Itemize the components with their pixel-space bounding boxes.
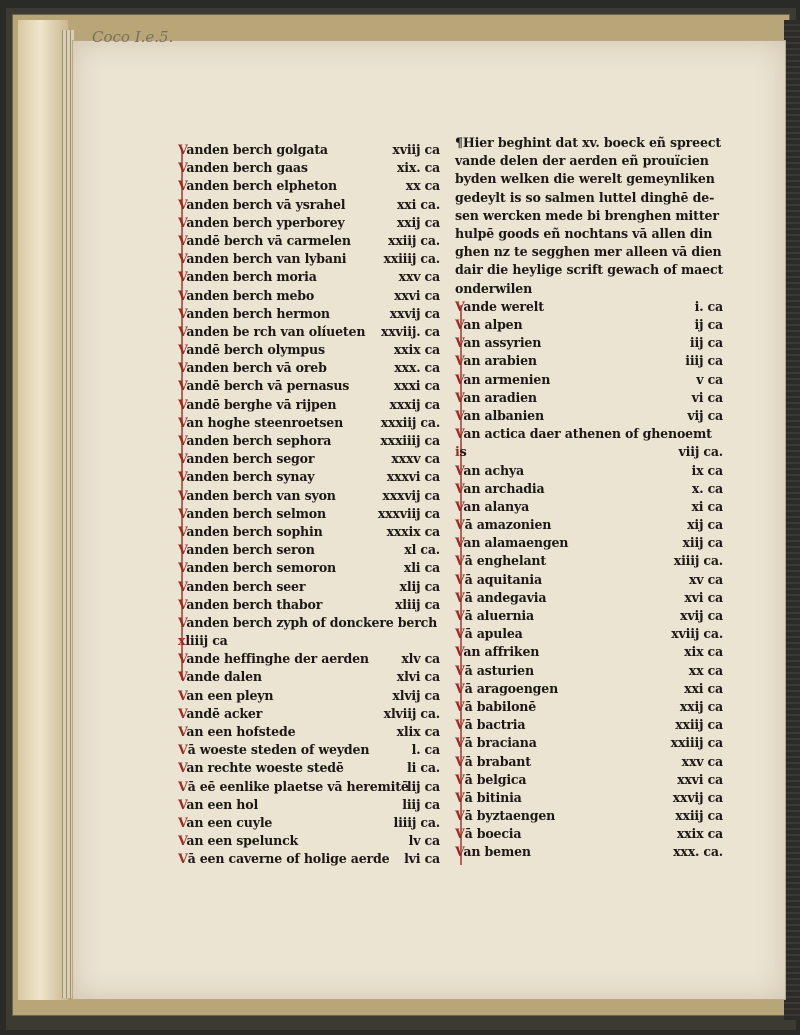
index-entry	[178, 450, 440, 468]
entry-chapter-number: xxix ca	[676, 826, 723, 842]
entry-title: Vā apulea	[455, 626, 523, 642]
entry-chapter-number: ix ca	[691, 462, 723, 478]
entry-chapter-number: xxix ca	[393, 342, 440, 358]
entry-chapter-number: xlvij ca	[392, 687, 440, 703]
right-column	[455, 134, 723, 862]
entry-chapter-number: xxiiij ca	[670, 735, 723, 751]
intro-line: onderwilen	[455, 280, 533, 296]
entry-title: Vandē berch vā pernasus	[178, 378, 350, 394]
intro-line: ¶Hier beghint dat xv. boeck eñ spreect	[455, 135, 722, 150]
index-entry	[178, 468, 440, 486]
index-entry	[455, 298, 723, 316]
entry-title: Van armenien	[455, 371, 551, 387]
entry-chapter-number: xxxiij ca.	[380, 414, 440, 430]
entry-chapter-number: xli ca	[403, 560, 440, 576]
entry-title: Van arabien	[455, 353, 537, 369]
entry-title: Van een spelunck	[178, 833, 299, 849]
index-entry	[455, 625, 723, 643]
index-entry	[178, 305, 440, 323]
index-entry	[178, 232, 440, 250]
entry-title: Van actica daer athenen of ghenoemt	[455, 426, 712, 442]
entry-title: Van albanien	[455, 407, 544, 423]
index-entry	[178, 432, 440, 450]
entry-chapter-number: xl ca.	[404, 542, 440, 558]
index-entry	[455, 643, 723, 661]
entry-chapter-number: xxvi ca	[677, 771, 723, 787]
index-entry	[178, 559, 440, 577]
entry-chapter-number: viij ca.	[678, 444, 723, 460]
entry-chapter-number: li ca.	[407, 760, 440, 776]
entry-title: Vanden berch semoron	[178, 560, 336, 576]
entry-title: Vā andegavia	[455, 589, 547, 605]
entry-title: Van achya	[455, 462, 524, 478]
index-entry	[455, 571, 723, 589]
entry-chapter-number: xx ca	[405, 178, 440, 194]
index-entry	[455, 425, 723, 443]
entry-title: Van hoghe steenroetsen	[178, 414, 344, 430]
entry-title: Van archadia	[455, 480, 545, 496]
intro-line: byden welken die werelt gemeynliken	[455, 171, 715, 187]
index-entry	[455, 607, 723, 625]
entry-title: Vanden berch hermon	[178, 305, 330, 321]
entry-title: Vanden berch synay	[178, 469, 315, 485]
index-entry	[178, 359, 440, 377]
entry-title: Vanden berch sephora	[178, 433, 332, 448]
entry-title: Vandē berch olympus	[178, 342, 325, 358]
entry-chapter-number: ij ca	[694, 317, 723, 333]
entry-title: Vā woeste steden of weyden	[178, 742, 370, 758]
entry-title: Vanden berch van lybani	[178, 251, 347, 267]
entry-chapter-number: xxvi ca	[394, 287, 440, 303]
index-entry	[178, 341, 440, 359]
entry-chapter-number: xlix ca	[396, 724, 440, 739]
entry-title: Vā bitinia	[455, 789, 522, 805]
entry-title: Vande heffinghe der aerden	[178, 651, 369, 667]
index-entry	[178, 850, 440, 868]
entry-chapter-number: xliij ca	[394, 596, 440, 612]
index-entry	[455, 753, 723, 771]
entry-chapter-number: xiij ca	[682, 535, 723, 551]
intro-line: hulpē goods eñ nochtans vā allen din	[455, 226, 713, 242]
entry-chapter-number: xxxix ca	[386, 523, 440, 539]
entry-title: Vā aquitania	[455, 571, 542, 587]
entry-title: Vā amazonien	[455, 517, 552, 533]
index-entry	[178, 614, 440, 632]
index-entry	[178, 323, 440, 341]
index-entry	[178, 396, 440, 414]
entry-title: Van een cuyle	[178, 814, 273, 830]
entry-title: Vanden be rch van olíueten	[178, 323, 366, 339]
entry-title: Van een hofstede	[178, 724, 296, 739]
index-entry	[455, 789, 723, 807]
entry-title: Vā babilonē	[455, 698, 537, 714]
entry-title: is	[455, 444, 467, 460]
index-entry	[455, 534, 723, 552]
entry-chapter-number: xviij ca	[392, 142, 440, 157]
intro-line: sen wercken mede bi brenghen mitter	[455, 207, 719, 223]
entry-title: Vā braciana	[455, 735, 537, 751]
entry-chapter-number: xxxvij ca	[382, 487, 440, 503]
entry-chapter-number: liij ca	[402, 796, 440, 812]
index-entry	[455, 516, 723, 534]
entry-chapter-number: xix ca	[684, 644, 723, 660]
entry-chapter-number: xxiij ca	[675, 808, 723, 824]
index-entry	[178, 141, 440, 159]
entry-chapter-number: xxxi ca	[393, 378, 440, 394]
entry-chapter-number: xxi ca	[684, 680, 723, 696]
index-entry	[178, 505, 440, 523]
entry-chapter-number: xlv ca	[401, 651, 440, 667]
entry-title: Vanden berch selmon	[178, 505, 326, 521]
entry-title: Vanden berch van syon	[178, 487, 336, 503]
index-entry	[455, 443, 723, 461]
entry-chapter-number: xv ca	[688, 571, 723, 587]
entry-title: Vanden berch moria	[178, 269, 317, 285]
entry-chapter-number: xvij ca	[680, 608, 723, 624]
entry-title: Vanden berch seer	[178, 578, 306, 594]
entry-title: Vande werelt	[455, 298, 544, 314]
index-entry	[178, 287, 440, 305]
entry-chapter-number: lij ca	[406, 778, 440, 794]
entry-chapter-number: iiij ca	[685, 353, 723, 369]
index-entry	[178, 250, 440, 268]
index-entry	[455, 334, 723, 352]
entry-title: Vanden berch vā ysrahel	[178, 196, 346, 212]
index-entry	[178, 741, 440, 759]
index-entry	[178, 668, 440, 686]
right-column-list	[455, 298, 723, 862]
entry-chapter-number: xxviij. ca	[380, 323, 440, 339]
index-entry	[178, 723, 440, 741]
index-entry	[178, 705, 440, 723]
left-column	[178, 141, 440, 869]
index-entry	[455, 807, 723, 825]
entry-chapter-number: xxv ca	[398, 269, 440, 285]
chapter-intro	[455, 134, 723, 298]
entry-chapter-number: xxx. ca.	[673, 844, 723, 860]
entry-chapter-number: iij ca	[689, 335, 723, 351]
entry-title: Van bemen	[455, 844, 531, 860]
entry-chapter-number: xij ca	[687, 517, 723, 533]
entry-title: Vā byztaengen	[455, 808, 556, 824]
entry-title: Van alpen	[455, 317, 523, 333]
entry-chapter-number: xxxviij ca	[377, 505, 440, 521]
entry-title: Vande dalen	[178, 669, 262, 685]
index-entry	[178, 650, 440, 668]
entry-title: Vanden berch elpheton	[178, 178, 337, 194]
entry-title: Vanden berch zyph of donckere berch	[178, 614, 438, 630]
index-entry	[455, 407, 723, 425]
entry-title: Vā bactria	[455, 717, 526, 733]
entry-chapter-number: xxxv ca	[391, 451, 440, 467]
index-entry	[178, 196, 440, 214]
entry-chapter-number: xxvij ca	[672, 789, 723, 805]
entry-chapter-number: xxxiiij ca	[380, 433, 440, 448]
entry-title: Vanden berch seron	[178, 542, 315, 558]
entry-title: Van alamaengen	[455, 535, 569, 551]
entry-title: Vā aluernia	[455, 608, 534, 624]
shelfmark: Coco I.e.5.	[92, 28, 174, 46]
index-entry	[455, 389, 723, 407]
entry-chapter-number: xxiij ca.	[388, 232, 440, 248]
entry-title: Vā aragoengen	[455, 680, 559, 696]
index-entry	[178, 268, 440, 286]
index-entry	[178, 159, 440, 177]
index-entry	[455, 589, 723, 607]
entry-title: Vā een caverne of holige aerde	[178, 851, 390, 867]
entry-chapter-number: xxi ca.	[397, 196, 440, 212]
index-entry	[455, 371, 723, 389]
entry-title: Van een hol	[178, 796, 259, 812]
entry-chapter-number: xxv ca	[681, 753, 723, 769]
index-entry	[178, 796, 440, 814]
entry-chapter-number: xx ca	[688, 662, 723, 678]
entry-chapter-number: liiij ca.	[393, 814, 440, 830]
index-entry	[178, 632, 440, 650]
entry-chapter-number: xlvi ca	[396, 669, 440, 685]
entry-title: Vā belgica	[455, 771, 527, 787]
index-entry	[455, 843, 723, 861]
index-entry	[178, 523, 440, 541]
entry-chapter-number: lvi ca	[404, 851, 440, 867]
entry-title: Vanden berch thabor	[178, 596, 323, 612]
entry-chapter-number: xxxij ca	[389, 396, 440, 412]
index-entry	[178, 687, 440, 705]
index-entry	[455, 716, 723, 734]
index-entry	[178, 578, 440, 596]
adjacent-page-edge	[784, 20, 800, 1020]
entry-title: Vanden berch yperborey	[178, 214, 345, 230]
entry-chapter-number: xlviij ca.	[383, 705, 440, 721]
index-entry	[455, 498, 723, 516]
entry-title: Van affriken	[455, 644, 540, 660]
index-entry	[455, 698, 723, 716]
entry-chapter-number: xlij ca	[399, 578, 440, 594]
intro-line: gedeylt is so salmen luttel dinghē de-	[455, 189, 715, 205]
intro-line: vande delen der aerden eñ prouïcien	[455, 153, 709, 169]
index-entry	[178, 832, 440, 850]
entry-title: Vandē acker	[178, 705, 263, 721]
entry-title: Vā enghelant	[455, 553, 546, 569]
entry-title: Vanden berch golgata	[178, 142, 328, 157]
intro-line: ghen nz te segghen mer alleen vā dien	[455, 244, 722, 260]
entry-title: Van rechte woeste stedē	[178, 760, 344, 776]
entry-chapter-number: xxij ca	[679, 698, 723, 714]
entry-title: Van alanya	[455, 498, 530, 514]
entry-chapter-number: i. ca	[694, 298, 723, 314]
entry-title: Van assyrien	[455, 335, 542, 351]
entry-title: Vandē berch vā carmelen	[178, 232, 351, 248]
entry-chapter-number: xix. ca	[397, 160, 440, 176]
entry-chapter-number: xxx. ca	[394, 360, 440, 376]
entry-title: Vanden berch gaas	[178, 160, 308, 176]
index-entry	[455, 352, 723, 370]
index-entry	[455, 662, 723, 680]
index-entry	[178, 596, 440, 614]
index-entry	[455, 462, 723, 480]
entry-chapter-number: xiiij ca.	[673, 553, 723, 569]
entry-chapter-number: xxiij ca	[675, 717, 723, 733]
index-entry	[178, 214, 440, 232]
index-entry	[178, 487, 440, 505]
entry-title: Vanden berch vā oreb	[178, 360, 327, 376]
index-entry	[178, 177, 440, 195]
index-entry	[178, 377, 440, 395]
entry-title: Van aradien	[455, 389, 537, 405]
index-entry	[455, 734, 723, 752]
intro-line: dair die heylige scrift gewach of maect	[455, 262, 724, 278]
index-entry	[455, 680, 723, 698]
entry-chapter-number: lv ca	[408, 833, 440, 849]
entry-chapter-number: xviij ca.	[671, 626, 723, 642]
entry-chapter-number: xi ca	[691, 498, 723, 514]
index-entry	[178, 814, 440, 832]
index-entry	[178, 414, 440, 432]
index-entry	[455, 825, 723, 843]
entry-chapter-number: xxij ca	[396, 214, 440, 230]
index-entry	[178, 778, 440, 796]
index-entry	[178, 541, 440, 559]
entry-title: Vā brabant	[455, 753, 531, 769]
index-entry	[455, 316, 723, 334]
entry-chapter-number: vij ca	[687, 407, 723, 423]
entry-chapter-number: xxxvi ca	[386, 469, 440, 485]
entry-chapter-number: xvi ca	[684, 589, 723, 605]
index-entry	[455, 480, 723, 498]
entry-chapter-number: v ca	[696, 371, 723, 387]
entry-chapter-number: vi ca	[691, 389, 723, 405]
entry-title: Vanden berch segor	[178, 451, 315, 467]
entry-chapter-number: xxvij ca	[389, 305, 440, 321]
entry-chapter-number: l. ca	[411, 742, 440, 758]
entry-title: xliiij ca	[178, 633, 228, 649]
entry-title: Vā eē eenlike plaetse vā heremitē	[178, 778, 409, 794]
entry-chapter-number: x. ca	[691, 480, 723, 496]
entry-title: Vanden berch mebo	[178, 287, 315, 303]
entry-chapter-number: xxiiij ca.	[383, 251, 440, 267]
entry-title: Van een pleyn	[178, 687, 274, 703]
index-entry	[455, 552, 723, 570]
entry-title: Vā asturien	[455, 662, 534, 678]
entry-title: Vanden berch sophin	[178, 523, 323, 539]
entry-title: Vandē berghe vā rijpen	[178, 396, 337, 412]
index-entry	[455, 771, 723, 789]
book-spine	[18, 20, 68, 1000]
index-entry	[178, 759, 440, 777]
entry-title: Vā boecia	[455, 826, 522, 842]
